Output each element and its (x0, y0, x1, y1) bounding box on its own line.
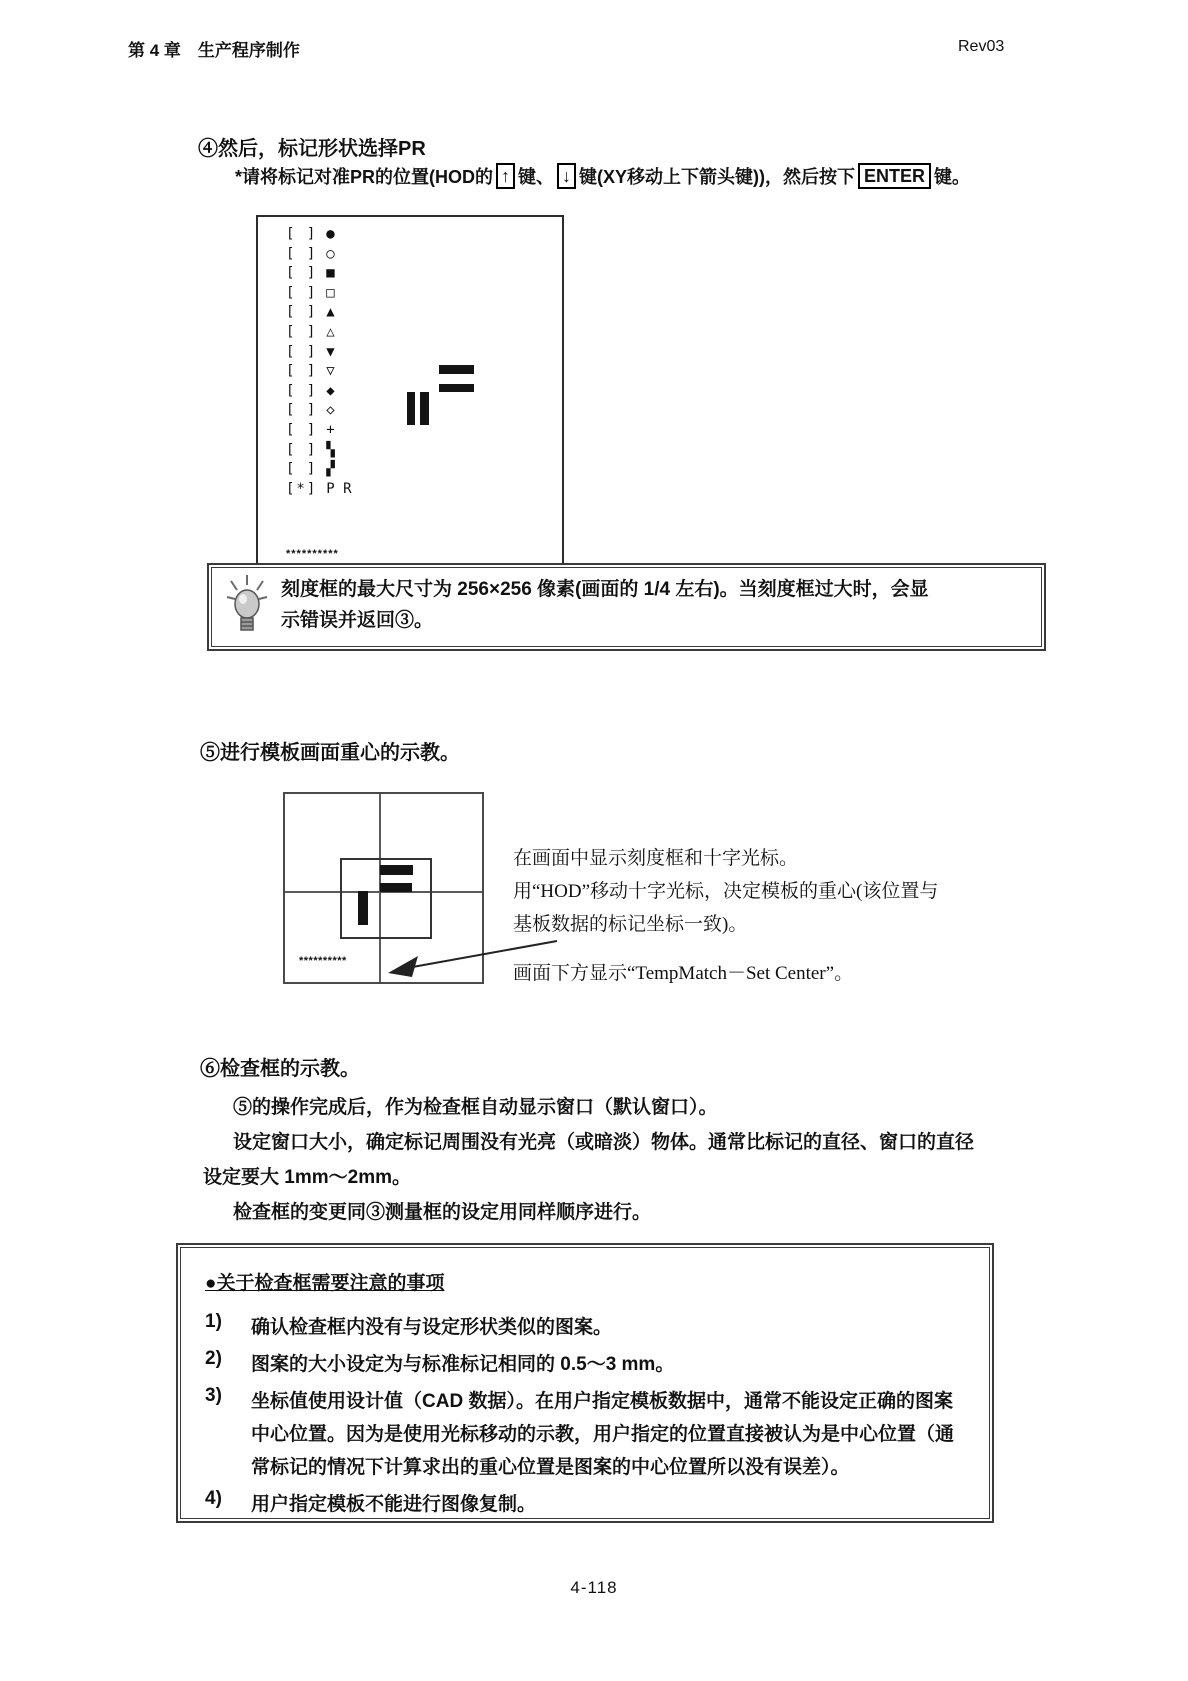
checkbox-brackets: [ ] (286, 265, 318, 282)
shape-option (286, 460, 352, 480)
lightbulb-icon (225, 573, 269, 635)
fiducial-horizontal-bar (380, 865, 413, 875)
step6-paragraph: 检查框的变更同③测量框的设定用同样顺序进行。 (233, 1202, 652, 1223)
checkbox-brackets: [ ] (286, 304, 318, 321)
cross-icon: + (326, 421, 335, 438)
item-number: 3) (205, 1385, 222, 1406)
open-triangle-down-icon: ▽ (326, 363, 335, 380)
caution-box (176, 1243, 994, 1523)
checkbox-brackets: [ ] (286, 245, 318, 262)
revision-label: Rev03 (958, 38, 1005, 55)
note-between1: 键、 (518, 167, 555, 187)
filled-square-icon: ■ (326, 265, 335, 282)
note-between2: 键(XY移动上下箭头键))，然后按下 (579, 167, 856, 187)
checkbox-brackets: [ ] (286, 402, 318, 419)
screen-status-line: ********** (299, 955, 347, 967)
item-text: 用户指定模板不能进行图像复制。 (251, 1494, 537, 1515)
annotation-line: 基板数据的标记坐标一致)。 (513, 914, 748, 935)
shape-option (286, 284, 352, 304)
shape-select-screen (256, 215, 564, 572)
checkbox-brackets: [ ] (286, 323, 318, 340)
tip-text (281, 574, 929, 636)
open-square-icon: □ (326, 284, 335, 301)
filled-triangle-up-icon: ▲ (326, 304, 335, 321)
checkbox-brackets: [ ] (286, 382, 318, 399)
shape-option (286, 441, 352, 461)
shape-option-pr-selected (286, 480, 352, 500)
item-number: 1) (205, 1311, 222, 1332)
checkbox-brackets: [ ] (286, 226, 318, 242)
up-arrow-key-icon: ↑ (496, 163, 515, 189)
tip-text-line1: 刻度框的最大尺寸为 256×256 像素(画面的 1/4 左右)。当刻度框过大时，会显 (281, 579, 929, 600)
shape-option (286, 245, 352, 265)
caution-item (205, 1488, 973, 1521)
filled-triangle-down-icon: ▼ (326, 343, 335, 360)
caution-item (205, 1385, 973, 1484)
fiducial-horizontal-bar (439, 384, 474, 392)
tip-text-line2: 示错误并返回③。 (281, 610, 434, 631)
item-number: 4) (205, 1488, 222, 1509)
shape-option (286, 401, 352, 421)
item-number: 2) (205, 1348, 222, 1369)
shape-option (286, 421, 352, 441)
down-arrow-key-icon: ↓ (557, 163, 576, 189)
item-text: 中心位置。因为是使用光标移动的示教，用户指定的位置直接被认为是中心位置（通 (251, 1424, 955, 1445)
item-text: 图案的大小设定为与标准标记相同的 0.5～3 mm。 (251, 1354, 675, 1375)
chapter-header: 第 4 章 生产程序制作 (128, 41, 300, 60)
tip-box (207, 563, 1046, 651)
shape-option (286, 323, 352, 343)
step6-paragraph: ⑤的操作完成后，作为检查框自动显示窗口（默认窗口）。 (233, 1097, 718, 1118)
checkbox-brackets: [ ] (286, 441, 318, 458)
note-prefix: *请将标记对准PR的位置(HOD的 (235, 167, 494, 187)
shape-option (286, 382, 352, 402)
annotation-line: 用“HOD”移动十字光标，决定模板的重心(该位置与 (513, 881, 939, 902)
fiducial-horizontal-bar (380, 883, 412, 892)
filled-circle-icon: ● (326, 226, 335, 242)
step6-paragraph: 设定要大 1mm～2mm。 (203, 1167, 411, 1188)
fiducial-vertical-bar (407, 392, 415, 425)
enter-key: ENTER (858, 163, 931, 189)
pr-option-label: P R (326, 480, 352, 497)
checkbox-brackets: [ ] (286, 461, 318, 478)
item-text: 坐标值使用设计值（CAD 数据）。在用户指定模板数据中，通常不能设定正确的图案 (251, 1391, 953, 1412)
diagonal-blocks-icon: ▞ (326, 461, 335, 478)
diagonal-blocks-icon: ▚ (326, 441, 335, 458)
open-diamond-icon: ◇ (326, 402, 335, 419)
caution-title: ●关于检查框需要注意的事项 (205, 1273, 445, 1294)
open-circle-icon: ○ (326, 245, 335, 262)
step6-heading: ⑥检查框的示教。 (200, 1058, 360, 1080)
note-suffix: 键。 (934, 167, 971, 187)
open-triangle-up-icon: △ (326, 323, 335, 340)
shape-option-list (286, 225, 352, 499)
shape-option (286, 343, 352, 363)
annotation-status-message: 画面下方显示“TempMatch－Set Center”。 (513, 963, 854, 984)
caution-item (205, 1348, 973, 1381)
item-text: 常标记的情况下计算求出的重心位置是图案的中心位置所以没有误差）。 (251, 1457, 850, 1478)
shape-option (286, 362, 352, 382)
step5-heading: ⑤进行模板画面重心的示教。 (200, 742, 460, 764)
caution-box-content (181, 1248, 989, 1518)
step6-paragraph: 设定窗口大小，确定标记周围没有光亮（或暗淡）物体。通常比标记的直径、窗口的直径 (233, 1132, 975, 1153)
checkbox-brackets: [ ] (286, 284, 318, 301)
checkbox-brackets: [ ] (286, 343, 318, 360)
checkbox-brackets: [ ] (286, 363, 318, 380)
checkbox-brackets: [ ] (286, 421, 318, 438)
step4-note-line (235, 163, 970, 189)
screen-status-line: ********** (286, 548, 339, 560)
fiducial-horizontal-bar (439, 365, 474, 374)
shape-option (286, 264, 352, 284)
annotation-line: 在画面中显示刻度框和十字光标。 (513, 848, 799, 869)
fiducial-vertical-bar (358, 891, 368, 925)
filled-diamond-icon: ◆ (326, 382, 335, 399)
step4-heading: ④然后，标记形状选择PR (198, 138, 426, 160)
fiducial-vertical-bar (420, 392, 429, 425)
page-number: 4-118 (570, 1578, 618, 1597)
caution-item (205, 1311, 973, 1344)
checkbox-selected: [*] (286, 480, 318, 497)
item-text: 确认检查框内没有与设定形状类似的图案。 (251, 1317, 613, 1338)
shape-option (286, 225, 352, 245)
shape-option (286, 303, 352, 323)
